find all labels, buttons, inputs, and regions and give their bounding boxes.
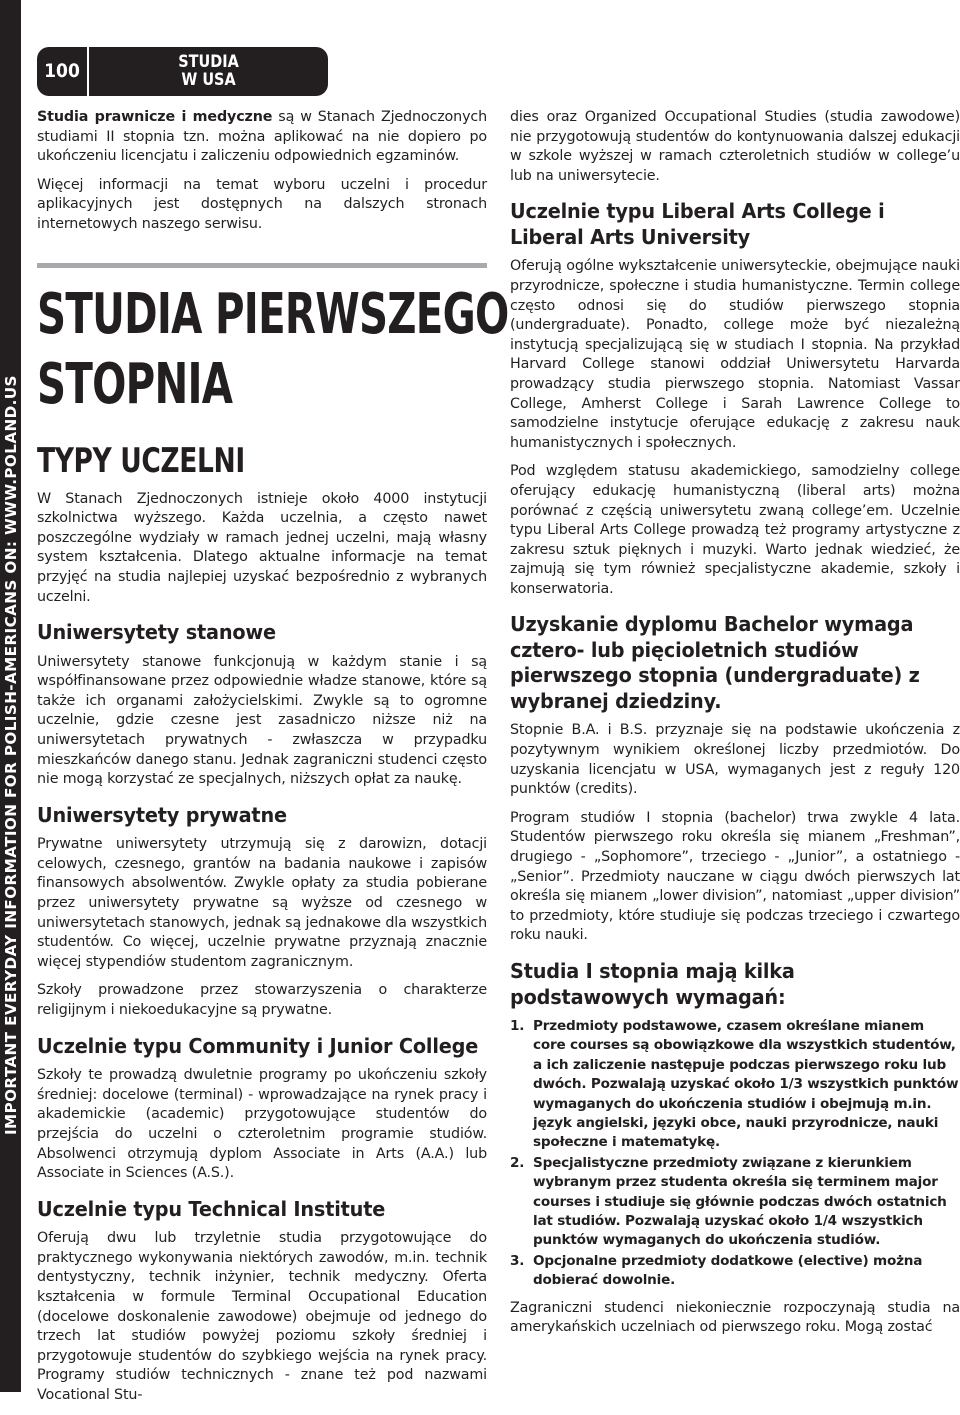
list-item — [510, 1252, 960, 1291]
left-column — [37, 108, 509, 1415]
section-title-line1: STUDIA — [178, 52, 239, 72]
main-title-line1: STUDIA PIERWSZEGO — [37, 281, 509, 347]
divider-rule — [37, 263, 487, 268]
private-heading: Uniwersytety prywatne — [37, 802, 287, 827]
main-title-line2: STOPNIA — [37, 351, 233, 417]
subtitle: TYPY UCZELNI — [37, 440, 245, 481]
state-heading: Uniwersytety stanowe — [37, 620, 276, 645]
requirements-heading: Studia I stopnia mają kilka podstawowych wymagań: — [510, 959, 795, 1009]
list-item — [510, 1154, 960, 1251]
sidebar-tagline: IMPORTANT EVERYDAY INFORMATION FOR POLISH-AMERICANS ON: WWW.POLAND.US — [2, 375, 20, 1135]
liberal-paragraph-1: Oferują ogólne wykształcenie uniwersyteckie, obejmujące nauki przyrodnicze, społeczne i studia humanistyczne. Termin college często odnosi się do studiów pierwszego stopnia (undergraduate). Ponadto, college może być niezależną instytucją specjalizującą się w studiach I stopnia. Na przykład Harvard College stanowi oddział Uniwersytetu Harvarda prowadzący studia pierwszego stopnia. Natomiast Vassar College, Amherst College i Sarah Lawrence College to samodzielne instytucje oferujące edukację z zakresu nauk humanistycznych i społecznych. — [510, 258, 960, 451]
requirements-list — [510, 1017, 960, 1291]
community-paragraph: Szkoły te prowadzą dwuletnie programy po ukończeniu szkoły średniej: docelowe (terminal) - wprowadzające na rynek pracy i akademickie (academic) przygotowujące studentów do przejścia do uczelni o czteroletnim programie studiów. Absolwenci otrzymują dyplom Associate in Arts (A.A.) lub Associate in Sciences (A.S.). — [37, 1067, 487, 1182]
intro-paragraph-2: Więcej informacji na temat wyboru uczelni i procedur aplikacyjnych jest dostępnych na dalszych stronach internetowych naszego serwisu. — [37, 176, 487, 232]
intro-rest: są w Stanach Zjednoczonych studiami II stopnia tzn. można aplikować na nie dopiero po ukończeniu licencjatu i zaliczeniu odpowiednich egzaminów. — [37, 109, 487, 165]
list-item-number: 1. — [510, 1018, 525, 1034]
state-paragraph: Uniwersytety stanowe funkcjonują w każdym stanie i są współfinansowane przez odpowiednie władze stanowe, które są także ich organami założycielskimi. Zwykle są to ogromne uczelnie, gdzie czesne jest zasadniczo niższe niż na uniwersytetach prywatnych - zwłaszcza w przypadku mieszkańców danego stanu. Jednak zagraniczni studenci często nie mogą korzystać ze specjalnych, niższych opłat za naukę. — [37, 653, 487, 788]
list-item-text: Opcjonalne przedmioty dodatkowe (elective) można dobierać dowolnie. — [533, 1252, 923, 1289]
right-column — [510, 108, 960, 1347]
liberal-heading: Uczelnie typu Liberal Arts College i Liberal Arts University — [510, 199, 885, 249]
list-item-number: 3. — [510, 1252, 525, 1269]
page-number: 100 — [44, 60, 80, 82]
types-paragraph: W Stanach Zjednoczonych istnieje około 4000 instytucji szkolnictwa wyższego. Każda uczelnia, a często nawet poszczególne wydziały w ramach jednej uczelni, mają własny system kształcenia. Dlatego aktualne informacje na temat przyjęć na studia najlepiej uzyskać bezpośrednio z wybranych uczelni. — [37, 490, 487, 605]
sidebar — [0, 0, 21, 1392]
intro-paragraph — [37, 108, 487, 167]
page-header — [37, 47, 328, 96]
header-divider — [87, 47, 89, 96]
list-item-number: 2. — [510, 1154, 525, 1171]
technical-heading: Uczelnie typu Technical Institute — [37, 1196, 386, 1221]
intro-bold: Studia prawnicze i medyczne — [37, 109, 273, 125]
section-title-line2: W USA — [181, 70, 236, 90]
private-paragraph-1: Prywatne uniwersytety utrzymują się z darowizn, dotacji celowych, czesnego, grantów na badania naukowe i zapisów finansowych absolwentów. Zwykle opłaty za studia pobierane przez uniwersytety prywatne są wyższe od czesnego w uniwersytetach stanowych, jednak są jednakowe dla wszystkich studentów. Co więcej, uczelnie prywatne przyznają znacznie więcej stypendiów studentom zagranicznym. — [37, 836, 487, 970]
section-title — [107, 53, 310, 89]
continued-paragraph: dies oraz Organized Occupational Studies (studia zawodowe) nie przygotowują studentów do kontynuowania dalszej edukacji w szkole wyższej w ramach czteroletnich studiów w college’u lub na uniwersytecie. — [510, 109, 960, 184]
technical-paragraph: Oferują dwu lub trzyletnie studia przygotowujące do praktycznego wykonywania niektórych zawodów, m.in. technik dentystyczny, technik inżynier, technik medyczny. Oferta kształcenia w formule Terminal Occupational Education (docelowe doskonalenie zawodowe) obejmuje od jednego do trzech lat studiów powyżej poziomu szkoły średniej i przygotowuje studentów do szybkiego wejścia na rynek pracy. Programy studiów technicznych - znane też pod nazwami Vocational Stu- — [37, 1230, 487, 1403]
list-item-text: Przedmioty podstawowe, czasem określane mianem core courses są obowiązkowe dla wszystkich studentów, a ich zaliczenie następuje podczas pierwszego roku lub dwóch. Pozwalają uzyskać około 1/3 wszystkich punktów wymaganych do ukończenia studiów i obejmują m.in. język angielski, języki obce, nauki przyrodnicze, nauki społeczne i matematykę. — [533, 1018, 959, 1151]
community-heading: Uczelnie typu Community i Junior College — [37, 1033, 479, 1058]
bachelor-heading: Uzyskanie dyplomu Bachelor wymaga cztero- lub pięcioletnich studiów pierwszego stopnia (undergraduate) z wybranej dziedziny. — [510, 612, 920, 713]
liberal-paragraph-2: Pod względem statusu akademickiego, samodzielny college oferujący edukację humanistyczną (liberal arts) można porównać z częścią uniwersytetu zwaną college’em. Uczelnie typu Liberal Arts College prowadzą też programy artystyczne z zakresu sztuk pięknych i muzyki. Warto jednak wiedzieć, że zajmują się tym również specjalistyczne akademie, szkoły i konserwatoria. — [510, 463, 960, 597]
bachelor-paragraph-1: Stopnie B.A. i B.S. przyznaje się na podstawie ukończenia z pozytywnym wynikiem określonej liczby przedmiotów. Do uzyskania licencjatu w USA, wymaganych jest z reguły 120 punktów (credits). — [510, 722, 960, 798]
list-item-text: Specjalistyczne przedmioty związane z kierunkiem wybranym przez studenta określa się terminem major courses i studiuje się głównie podczas dwóch ostatnich lat studiów. Pozwalają uzyskać około 1/4 wszystkich punktów wymaganych do ukończenia studiów. — [533, 1154, 947, 1249]
private-paragraph-2: Szkoły prowadzone przez stowarzyszenia o charakterze religijnym i niekoedukacyjne są prywatne. — [37, 982, 487, 1019]
list-item — [510, 1017, 960, 1153]
bachelor-paragraph-2: Program studiów I stopnia (bachelor) trwa zwykle 4 lata. Studentów pierwszego roku określa się mianem „Freshman”, drugiego - „Sophomore”, trzeciego - „Junior”, a ostatniego - „Senior”. Przedmioty nauczane w ciągu dwóch pierwszych lat określa się mianem „lower division”, natomiast „upper division” to przedmioty, które studiuje się podczas trzeciego i czwartego roku nauki. — [510, 809, 960, 944]
closing-paragraph: Zagraniczni studenci niekoniecznie rozpoczynają studia na amerykańskich uczelniach od pierwszego roku. Mogą zostać — [510, 1299, 960, 1336]
